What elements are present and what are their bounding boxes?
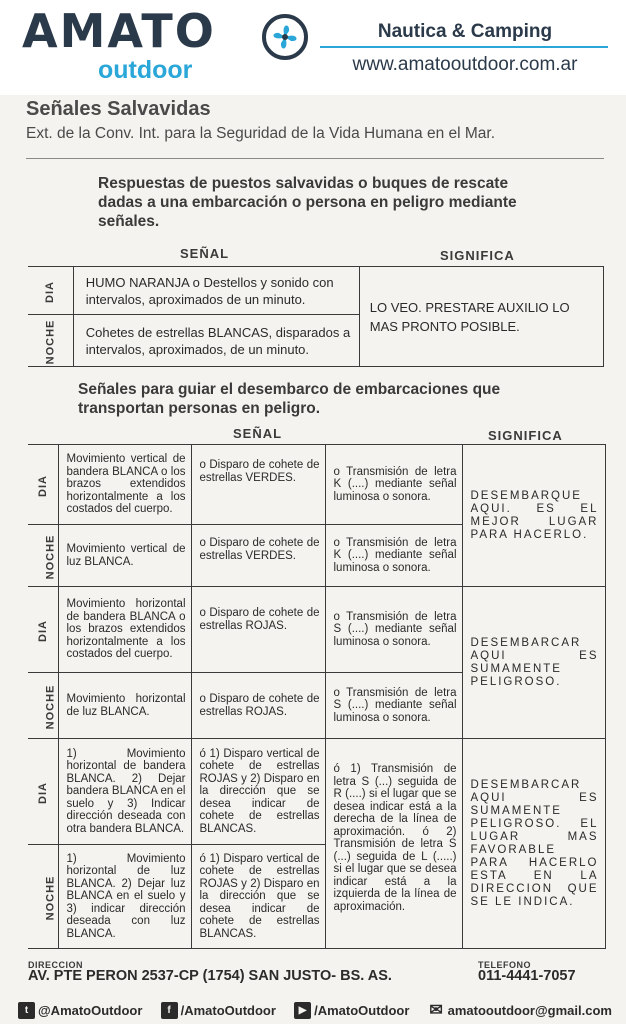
title-divider <box>26 158 604 159</box>
email-address: amatooutdoor@gmail.com <box>447 1002 612 1018</box>
table-row <box>28 445 605 525</box>
signal-cell: Movimiento horizontal de bandera BLANCA o los brazos extendidos horizontalmente a los costados del cuerpo. <box>58 587 191 673</box>
section1-col-meaning: SIGNIFICA <box>440 248 515 263</box>
page-title: Señales Salvavidas <box>26 98 211 120</box>
row-label-cell <box>28 315 73 367</box>
address-label: DIRECCION <box>28 960 84 970</box>
section2-col-meaning: SIGNIFICA <box>488 428 563 443</box>
row-label: DIA <box>44 280 57 303</box>
twitter-handle: @AmatoOutdoor <box>38 1002 143 1018</box>
facebook-icon: f <box>161 1002 178 1019</box>
meaning-cell: DESEMBARCAR AQUI ES SUMAMENTE PELIGROSO. EL LUGAR MAS FAVORABLE PARA HACERLO ESTA EN LA DIRECCION QUE SE LE INDICA. <box>462 739 605 949</box>
tagline-divider <box>320 46 608 48</box>
table-row <box>28 267 604 315</box>
brand-logo: AMATO <box>22 4 216 58</box>
meaning-cell: DESEMBARQUE AQUI. ES EL MEJOR LUGAR PARA HACERLO. <box>462 445 605 587</box>
phone-label: TELEFONO <box>478 960 531 970</box>
row-label-cell <box>28 525 58 587</box>
section1-col-signal: SEÑAL <box>180 246 230 261</box>
section2-heading: Señales para guiar el desembarco de embarcaciones que transportan personas en peligro. <box>78 381 501 417</box>
header <box>0 0 626 95</box>
email-icon: ✉ <box>429 1001 443 1019</box>
row-label-cell <box>28 673 58 739</box>
meaning-cell: LO VEO. PRESTARE AUXILIO LO MAS PRONTO POSIBLE. <box>359 267 603 367</box>
signal-cell: o Disparo de cohete de estrellas ROJAS. <box>191 673 325 739</box>
row-label-cell <box>28 845 58 949</box>
section1-heading: Respuestas de puestos salvavidas o buques de rescate dadas a una embarcación o persona en peligro mediante señales. <box>98 175 517 230</box>
table-row <box>28 739 605 845</box>
row-label: DIA <box>36 474 49 497</box>
row-label-cell <box>28 445 58 525</box>
row-label: NOCHE <box>44 684 57 729</box>
section2-col-signal: SEÑAL <box>233 426 283 441</box>
row-label: DIA <box>36 619 49 642</box>
meaning-cell: DESEMBARCAR AQUI ES SUMAMENTE PELIGROSO. <box>462 587 605 739</box>
signal-cell: ó 1) Transmisión de letra S (...) seguida de R (....) si el lugar que se desea indicar está a la derecha de la línea de aproximación. ó 2) Transmisión de letra S (...) seguida de L (.....) si el lugar que se desea indicar está a la izquierda de la línea de aproximación. <box>325 739 462 949</box>
page-subtitle: Ext. de la Conv. Int. para la Seguridad de la Vida Humana en el Mar. <box>26 125 496 142</box>
signal-cell: o Transmisión de letra S (....) mediante señal luminosa o sonora. <box>325 673 462 739</box>
row-label-cell <box>28 739 58 845</box>
twitter-icon: t <box>18 1002 35 1019</box>
signal-cell: 1) Movimiento horizontal de bandera BLANCA. 2) Dejar bandera BLANCA en el suelo y 3) Indicar dirección deseada con otra bandera BLANCA. <box>58 739 191 845</box>
row-label: NOCHE <box>44 875 57 920</box>
facebook-handle: /AmatoOutdoor <box>180 1002 276 1018</box>
row-label: DIA <box>36 781 49 804</box>
signal-cell: Movimiento vertical de luz BLANCA. <box>58 525 191 587</box>
social-links <box>18 999 612 1021</box>
youtube-link[interactable] <box>294 1002 409 1019</box>
youtube-icon: ▶ <box>294 1002 311 1019</box>
row-label: NOCHE <box>44 319 57 364</box>
row-label-cell <box>28 587 58 673</box>
facebook-link[interactable] <box>161 1002 276 1019</box>
signal-cell: o Transmisión de letra S (....) mediante señal luminosa o sonora. <box>325 587 462 673</box>
signal-cell: o Disparo de cohete de estrellas VERDES. <box>191 445 325 525</box>
phone[interactable]: 011-4441-7057 <box>478 968 576 984</box>
signal-cell: ó 1) Disparo vertical de cohete de estrellas ROJAS y 2) Disparo en la dirección que se desea indicar de cohete de estrellas BLANCAS. <box>191 739 325 845</box>
signal-cell: ó 1) Disparo vertical de cohete de estrellas ROJAS y 2) Disparo en la dirección que se desea indicar de cohete de estrellas BLANCAS. <box>191 845 325 949</box>
signal-cell: Movimiento horizontal de luz BLANCA. <box>58 673 191 739</box>
twitter-link[interactable] <box>18 1002 142 1019</box>
section2-table <box>28 444 606 949</box>
signal-cell: 1) Movimiento horizontal de luz BLANCA. 2) Dejar luz BLANCA en el suelo y 3) indicar dirección deseada con luz BLANCA. <box>58 845 191 949</box>
table-row <box>28 587 605 673</box>
signal-cell: Movimiento vertical de bandera BLANCA o los brazos extendidos horizontalmente a los costados del cuerpo. <box>58 445 191 525</box>
signal-cell: o Transmisión de letra K (....) mediante señal luminosa o sonora. <box>325 445 462 525</box>
website-link[interactable]: www.amatooutdoor.com.ar <box>352 54 578 75</box>
youtube-handle: /AmatoOutdoor <box>314 1002 410 1018</box>
address: AV. PTE PERON 2537-CP (1754) SAN JUSTO- BS. AS. <box>28 968 392 984</box>
signal-cell: HUMO NARANJA o Destellos y sonido con intervalos, aproximados de un minuto. <box>73 267 359 315</box>
email-link[interactable] <box>428 1002 612 1019</box>
row-label-cell <box>28 267 73 315</box>
section1-table <box>28 266 604 367</box>
signal-cell: Cohetes de estrellas BLANCAS, disparados a intervalos, aproximados, de un minuto. <box>73 315 359 367</box>
brand-subtitle: outdoor <box>98 56 193 84</box>
signal-cell: o Disparo de cohete de estrellas ROJAS. <box>191 587 325 673</box>
tagline: Nautica & Camping <box>377 21 553 42</box>
row-label: NOCHE <box>44 534 57 579</box>
fan-icon <box>262 14 308 60</box>
signal-cell: o Transmisión de letra K (....) mediante señal luminosa o sonora. <box>325 525 462 587</box>
signal-cell: o Disparo de cohete de estrellas VERDES. <box>191 525 325 587</box>
